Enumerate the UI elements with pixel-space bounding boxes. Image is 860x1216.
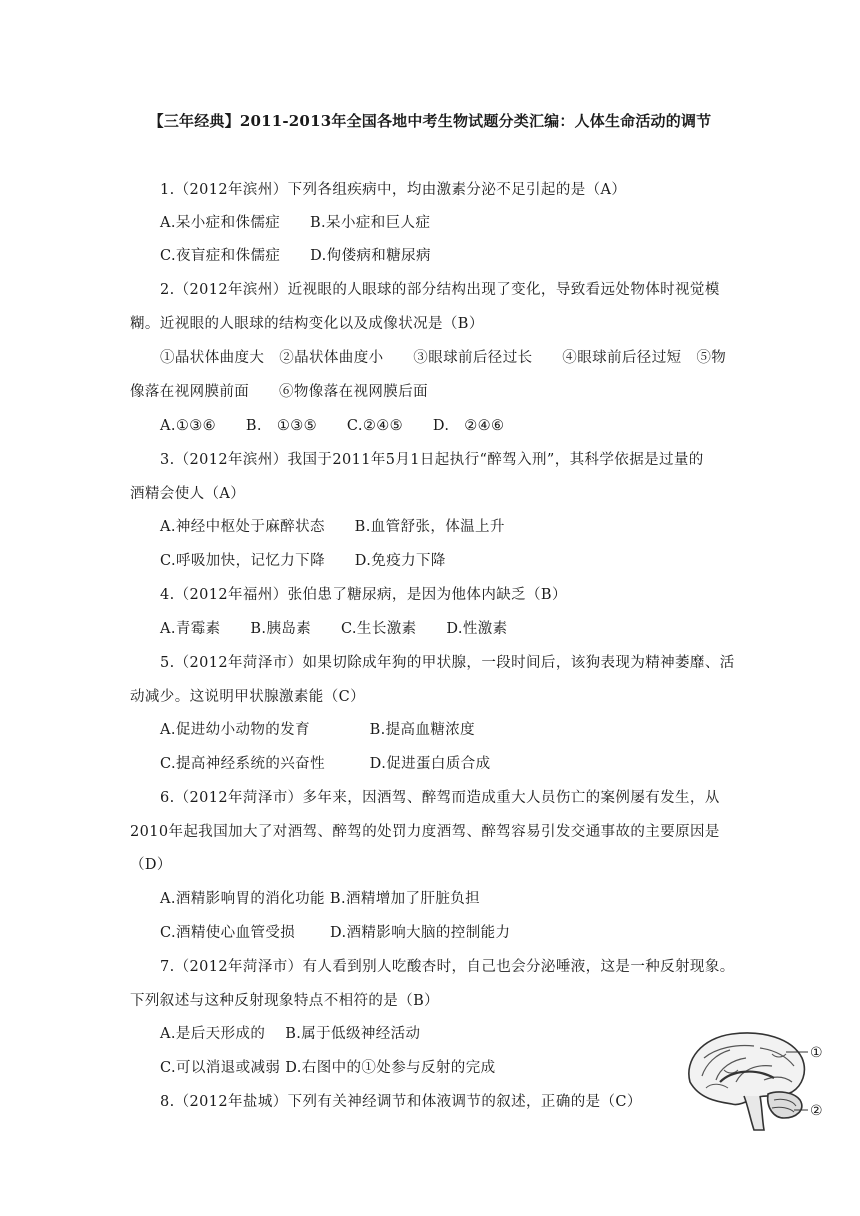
q5-options-ab: A.促进幼小动物的发育 B.提高血糖浓度 [160,722,476,738]
q3-options-ab: A.神经中枢处于麻醉状态 B.血管舒张，体温上升 [160,519,505,535]
q2-items-cont: 像落在视网膜前面 ⑥物像落在视网膜后面 [130,384,428,400]
q2-stem-cont: 糊。近视眼的人眼球的结构变化以及成像状况是（B） [130,316,484,332]
q6-stem: 6.（2012年菏泽市）多年来，因酒驾、醉驾而造成重大人员伤亡的案例屡有发生，从 [160,790,720,806]
q2-options: A.①③⑥ B. ①③⑤ C.②④⑤ D. ②④⑥ [160,418,505,434]
q1-options-ab: A.呆小症和侏儒症 B.呆小症和巨人症 [160,215,431,231]
q5-stem: 5.（2012年菏泽市）如果切除成年狗的甲状腺，一段时间后，该狗表现为精神萎靡、活 [160,655,735,671]
q7-stem-cont: 下列叙述与这种反射现象特点不相符的是（B） [130,993,440,1009]
figure-label-2: ② [810,1103,823,1119]
q1-stem: 1.（2012年滨州）下列各组疾病中，均由激素分泌不足引起的是（A） [160,182,627,198]
q5-stem-cont: 动减少。这说明甲状腺激素能（C） [130,689,365,705]
q5-options-cd: C.提高神经系统的兴奋性 D.促进蛋白质合成 [160,756,491,772]
q2-stem: 2.（2012年滨州）近视眼的人眼球的部分结构出现了变化，导致看远处物体时视觉模 [160,282,720,298]
q6-options-ab: A.酒精影响胃的消化功能 B.酒精增加了肝脏负担 [160,891,481,907]
q8-stem: 8.（2012年盐城）下列有关神经调节和体液调节的叙述，正确的是（C） [160,1094,642,1110]
q3-stem-cont: 酒精会使人（A） [130,486,246,502]
q4-options: A.青霉素 B.胰岛素 C.生长激素 D.性激素 [160,621,508,637]
q7-options-cd: C.可以消退或减弱 D.右图中的①处参与反射的完成 [160,1060,496,1076]
q6-answer: （D） [130,857,172,873]
q3-stem: 3.（2012年滨州）我国于2011年5月1日起执行“醉驾入刑”，其科学依据是过量的 [160,452,704,468]
document-title: 【三年经典】2011-2013年全国各地中考生物试题分类汇编：人体生命活动的调节 [148,112,712,130]
q6-options-cd: C.酒精使心血管受损 D.酒精影响大脑的控制能力 [160,925,511,941]
q3-options-cd: C.呼吸加快，记忆力下降 D.免疫力下降 [160,553,446,569]
q2-items: ①晶状体曲度大 ②晶状体曲度小 ③眼球前后径过长 ④眼球前后径过短 ⑤物 [160,350,727,366]
q4-stem: 4.（2012年福州）张伯患了糖尿病，是因为他体内缺乏（B） [160,587,567,603]
q7-options-ab: A.是后天形成的 B.属于低级神经活动 [160,1026,421,1042]
figure-label-1: ① [810,1045,823,1061]
brain-diagram [676,1024,828,1134]
q7-stem: 7.（2012年菏泽市）有人看到别人吃酸杏时，自己也会分泌唾液，这是一种反射现象。 [160,959,735,975]
q6-stem-cont: 2010年起我国加大了对酒驾、醉驾的处罚力度酒驾、醉驾容易引发交通事故的主要原因是 [130,824,720,840]
q1-options-cd: C.夜盲症和侏儒症 D.佝偻病和糖尿病 [160,248,431,264]
